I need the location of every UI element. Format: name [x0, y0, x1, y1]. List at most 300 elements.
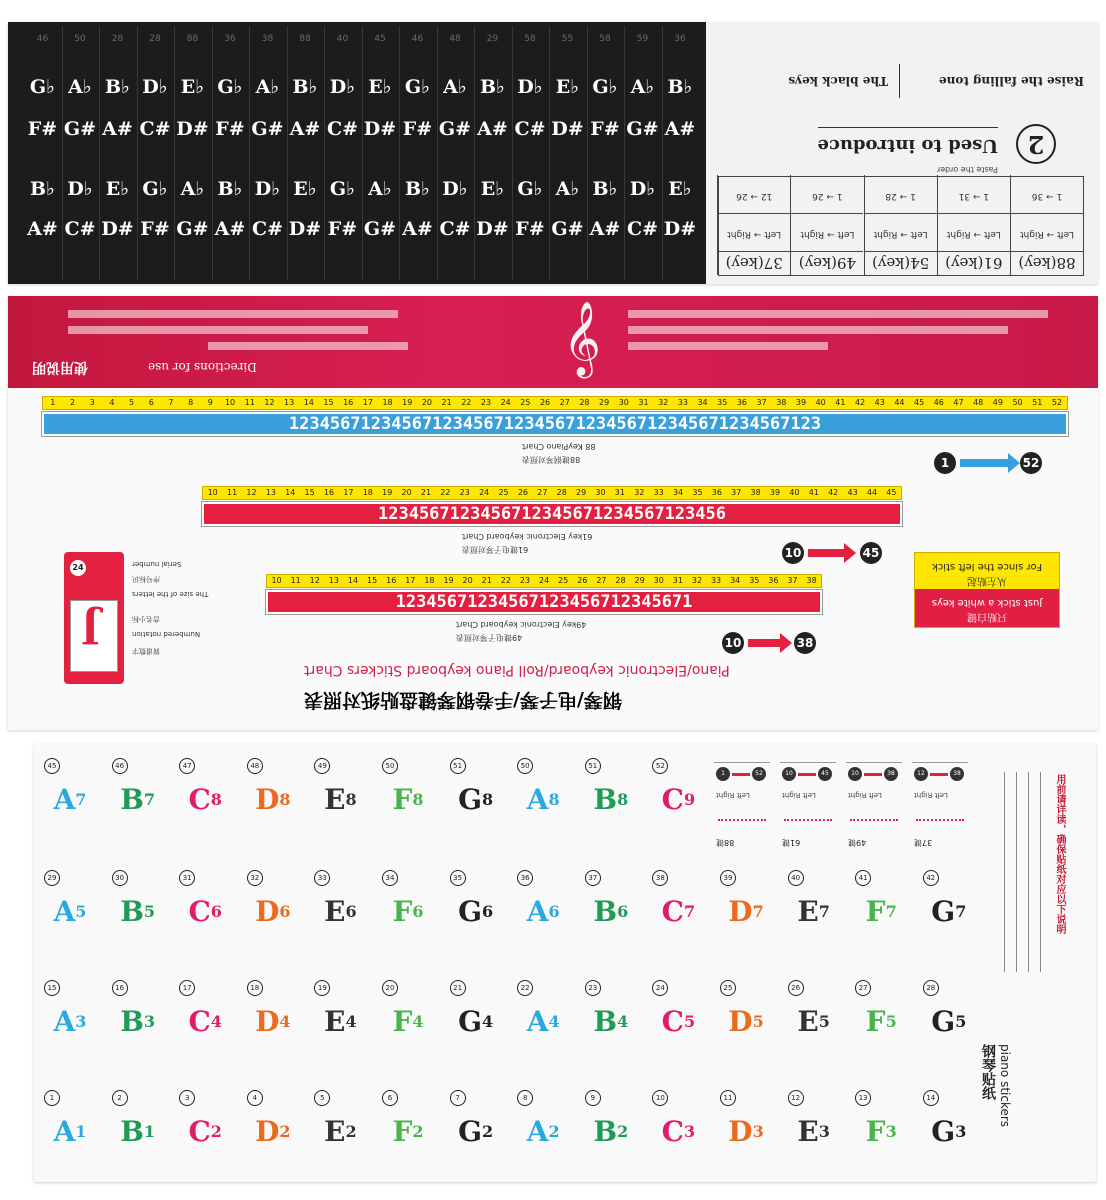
brand-cn: 钢琴贴纸: [980, 1044, 996, 1100]
legend-card: [64, 552, 124, 684]
key-serial-number: 31: [614, 488, 625, 497]
note-letter: B: [120, 783, 144, 816]
key-range-guide: [714, 762, 770, 858]
black-key-label: B♭: [217, 178, 243, 200]
white-key-serial: 25: [720, 980, 736, 996]
banner-text-line: [68, 326, 368, 334]
white-key-serial: 8: [517, 1090, 533, 1106]
key-number: 36: [674, 34, 686, 44]
key-serial-number: 17: [405, 576, 416, 585]
octave-number: 4: [617, 1012, 629, 1031]
black-key-label: G♭: [329, 178, 356, 200]
black-key-label: E♭: [105, 178, 130, 200]
key-serial-number: 44: [894, 398, 905, 407]
black-key-label: A#: [589, 218, 621, 240]
key-serial-number: 45: [886, 488, 897, 497]
note-letter: C: [188, 1005, 211, 1038]
intro-title: Used to introduce: [817, 135, 998, 156]
octave-number: 5: [818, 1012, 830, 1031]
key-separator: [437, 26, 438, 280]
white-key-serial: 28: [923, 980, 939, 996]
step-number-badge: 2: [1016, 124, 1056, 164]
key-serial-number: 36: [711, 488, 722, 497]
white-key-label: [243, 896, 303, 928]
black-key-label: C#: [251, 218, 284, 240]
white-key-label: [851, 896, 911, 928]
octave-number: 7: [885, 902, 897, 921]
range-key-count: 61键: [782, 838, 801, 847]
note-letter: F: [392, 895, 413, 928]
black-key-label: D♭: [142, 76, 168, 98]
black-key-label: G#: [363, 218, 397, 240]
key-serial-number: 27: [559, 398, 570, 407]
white-key-label: [446, 1006, 506, 1038]
key-serial-number: 31: [638, 398, 649, 407]
octave-number: 2: [617, 1122, 629, 1141]
brand-en: piano stickers: [998, 1044, 1012, 1128]
black-key-label: G#: [251, 118, 284, 140]
octave-number: 8: [279, 790, 291, 809]
black-key-label: G#: [63, 118, 97, 140]
key-number: 58: [524, 34, 536, 44]
note-letter: A: [53, 895, 76, 928]
treble-clef-icon: 𝄞: [563, 302, 601, 376]
octave-number: 7: [955, 902, 967, 921]
note-letter: F: [392, 1115, 413, 1148]
note-letter: E: [797, 1005, 819, 1038]
key-count-table: [718, 176, 1084, 276]
white-key-label: [716, 896, 776, 928]
chart-88-from-badge: 1: [934, 452, 956, 474]
key-count-column: [1010, 175, 1083, 275]
white-key-label: [310, 1116, 370, 1148]
key-serial-number: 24: [500, 398, 511, 407]
black-key-label: D#: [663, 218, 697, 240]
key-range-guide: [912, 762, 968, 858]
key-serial-number: 47: [953, 398, 964, 407]
key-serial-number: 23: [519, 576, 531, 585]
octave-number: 7: [818, 902, 830, 921]
key-serial-number: 39: [769, 488, 781, 497]
note-letter: E: [797, 1115, 819, 1148]
black-key-label: G♭: [592, 76, 618, 98]
white-key-label: [648, 1006, 708, 1038]
white-key-label: [108, 1006, 168, 1038]
octave-number: 6: [210, 902, 222, 921]
key-number: 45: [374, 34, 386, 44]
key-serial-number: 38: [806, 576, 817, 585]
key-serial-number: 28: [615, 576, 626, 585]
key-serial-number: 13: [284, 398, 295, 407]
white-key-label: [243, 1116, 303, 1148]
key-serial-number: 42: [854, 398, 866, 407]
black-key-label: C#: [64, 218, 96, 240]
key-serial-number: 43: [847, 488, 858, 497]
callout-en: Just stick a white keys: [931, 597, 1043, 608]
key-serial-number: 13: [328, 576, 339, 585]
range-end-badge: 38: [950, 767, 964, 781]
black-keys-label: The black keys: [788, 74, 888, 88]
range-arrow-icon: [732, 773, 750, 776]
white-key-label: [446, 896, 506, 928]
key-serial-number: 34: [730, 576, 741, 585]
key-serial-number: 22: [440, 488, 451, 497]
black-key-label: D♭: [629, 178, 656, 200]
white-key-label: [784, 1006, 844, 1038]
black-key-instructions: [706, 22, 1098, 284]
white-key-serial: 42: [923, 870, 939, 886]
chart-88-caption-en: 88 KeyPiano Chart: [522, 442, 596, 451]
octave-number: 8: [210, 790, 222, 809]
directions-banner: [8, 296, 1098, 388]
note-letter: D: [728, 1115, 753, 1148]
white-key-serial: 51: [585, 758, 601, 774]
key-count-column: [864, 175, 937, 275]
white-key-serial: 19: [314, 980, 330, 996]
white-key-serial: 49: [314, 758, 330, 774]
note-letter: A: [53, 1005, 76, 1038]
octave-number: 5: [75, 902, 87, 921]
white-key-label: [378, 784, 438, 816]
white-key-label: [716, 1116, 776, 1148]
key-serial-number: 36: [736, 398, 747, 407]
white-key-label: [513, 1006, 573, 1038]
white-key-label: [784, 1116, 844, 1148]
key-separator: [249, 26, 250, 280]
key-serial-number: 1: [50, 398, 56, 407]
note-letter: F: [392, 1005, 413, 1038]
black-key-label: F#: [27, 118, 58, 140]
range-start-badge: 10: [848, 767, 862, 781]
white-key-label: [108, 896, 168, 928]
intro-underline: [818, 127, 998, 128]
key-range: 1 → 31: [958, 191, 990, 201]
range-direction: Left Right: [716, 791, 750, 799]
key-serial-number: 19: [443, 576, 454, 585]
banner-text-line: [628, 342, 828, 350]
key-serial-number: 22: [461, 398, 472, 407]
black-key-label: E♭: [293, 178, 317, 200]
black-key-label: F#: [140, 218, 170, 240]
key-separator: [399, 26, 400, 280]
key-count: 88(key): [1011, 251, 1083, 275]
black-key-label: A#: [27, 218, 58, 240]
white-key-serial: 37: [585, 870, 601, 886]
white-key-serial: 11: [720, 1090, 736, 1106]
white-key-serial: 46: [112, 758, 128, 774]
white-key-serial: 38: [652, 870, 668, 886]
white-key-serial: 5: [314, 1090, 330, 1106]
white-keys-callout: [914, 552, 1060, 628]
chart-61-numbers: [202, 486, 902, 500]
key-serial-number: 35: [692, 488, 703, 497]
key-count: 61(key): [938, 251, 1010, 275]
key-separator: [662, 26, 663, 280]
note-letter: G: [458, 783, 482, 816]
white-key-serial: 4: [247, 1090, 263, 1106]
white-key-serial: 26: [788, 980, 804, 996]
white-key-serial: 47: [179, 758, 195, 774]
white-key-serial: 22: [517, 980, 533, 996]
black-key-label: D#: [288, 218, 322, 240]
black-key-label: A#: [664, 118, 696, 140]
chart-49-caption-cn: 49键电子琴对照表: [456, 633, 523, 642]
key-serial-number: 27: [537, 488, 548, 497]
octave-number: 8: [481, 790, 494, 809]
black-key-label: G#: [438, 118, 472, 140]
key-serial-number: 38: [776, 398, 787, 407]
key-serial-number: 25: [520, 398, 531, 407]
note-letter: E: [324, 895, 346, 928]
key-separator: [99, 26, 100, 280]
key-serial-number: 41: [835, 398, 846, 407]
white-key-serial: 32: [247, 870, 263, 886]
key-number: 55: [561, 34, 574, 44]
octave-number: 8: [412, 790, 424, 809]
black-key-label: B♭: [292, 76, 318, 98]
key-serial-number: 25: [498, 488, 509, 497]
key-serial-number: 29: [599, 398, 610, 407]
white-key-serial: 27: [855, 980, 871, 996]
key-serial-number: 26: [577, 576, 588, 585]
key-number: 59: [636, 34, 649, 44]
note-letter: E: [324, 1005, 346, 1038]
black-key-label: D#: [101, 218, 134, 240]
white-key-serial: 3: [179, 1090, 195, 1106]
white-key-label: [919, 1116, 979, 1148]
raise-label: Raise the falling tone: [938, 74, 1084, 88]
octave-number: 4: [412, 1012, 424, 1031]
note-letter: C: [661, 895, 684, 928]
octave-number: 2: [279, 1122, 291, 1141]
white-key-label: [40, 1116, 100, 1148]
chart-61-notes: 1234567123456712345671234567123456: [202, 502, 902, 526]
octave-number: 8: [548, 790, 560, 809]
octave-number: 2: [548, 1122, 560, 1141]
white-key-label: [40, 896, 100, 928]
key-number: 48: [449, 34, 461, 44]
white-key-serial: 6: [382, 1090, 398, 1106]
black-key-label: D#: [476, 218, 509, 240]
black-key-label: B♭: [404, 178, 431, 200]
key-count: 49(key): [791, 251, 863, 275]
key-range: 1 → 28: [885, 191, 916, 201]
key-serial-number: 7: [168, 398, 174, 407]
white-key-serial: 50: [517, 758, 533, 774]
white-key-serial: 1: [44, 1090, 60, 1106]
key-serial-number: 35: [749, 576, 760, 585]
note-letter: B: [593, 783, 618, 816]
direction-text: Left → Right: [718, 213, 790, 251]
white-key-serial: 48: [247, 758, 263, 774]
white-key-label: [175, 1116, 235, 1148]
key-serial-number: 6: [148, 398, 154, 407]
wave-decoration: [916, 815, 964, 821]
note-letter: C: [661, 783, 684, 816]
white-key-serial: 10: [652, 1090, 668, 1106]
black-key-label: A♭: [68, 76, 92, 98]
key-count: 54(key): [865, 251, 937, 275]
octave-number: 3: [885, 1122, 897, 1141]
black-key-label: C#: [626, 218, 659, 240]
range-arrow-icon: [930, 773, 948, 776]
white-key-label: [40, 1006, 100, 1038]
chart-61-caption-en: 61key Electronic keyboard Chart: [462, 532, 593, 541]
key-serial-number: 3: [89, 398, 95, 407]
key-count: 37(key): [718, 251, 790, 275]
usage-notes-title: 用前请详读，确保贴纸对应以下说明: [1054, 774, 1065, 934]
range-key-count: 37键: [914, 838, 933, 847]
note-letter: G: [931, 1115, 956, 1148]
octave-number: 7: [752, 902, 764, 921]
octave-number: 3: [752, 1122, 764, 1141]
note-letter: D: [255, 783, 280, 816]
octave-number: 9: [683, 790, 696, 809]
note-line: [1028, 772, 1029, 972]
key-serial-number: 32: [658, 398, 669, 407]
octave-number: 4: [210, 1012, 222, 1031]
key-range-guide: [780, 762, 836, 858]
white-key-serial: 21: [450, 980, 466, 996]
octave-number: 4: [481, 1012, 494, 1031]
usage-notes: [1004, 772, 1084, 972]
key-serial-number: 37: [756, 398, 767, 407]
note-letter: G: [931, 1005, 956, 1038]
black-key-label: F#: [590, 118, 620, 140]
key-serial-number: 29: [634, 576, 645, 585]
banner-text-line: [628, 310, 1048, 318]
key-serial-number: 48: [973, 398, 984, 407]
banner-text-line: [208, 342, 408, 350]
key-serial-number: 40: [789, 488, 800, 497]
key-serial-number: 31: [672, 576, 683, 585]
black-key-label: A♭: [555, 178, 580, 200]
note-letter: C: [661, 1005, 684, 1038]
key-separator: [362, 26, 363, 280]
key-serial-number: 2: [69, 398, 76, 407]
white-key-serial: 16: [112, 980, 128, 996]
octave-number: 1: [143, 1122, 155, 1141]
octave-number: 3: [818, 1122, 830, 1141]
key-serial-number: 21: [420, 488, 432, 497]
key-number: 46: [36, 34, 49, 44]
banner-text-line: [68, 310, 398, 318]
white-key-label: [851, 1116, 911, 1148]
note-line: [1040, 772, 1041, 972]
legend-card-inner: [70, 600, 118, 672]
note-letter: A: [53, 783, 76, 816]
white-key-serial: 52: [652, 758, 668, 774]
black-key-label: G♭: [217, 76, 243, 98]
white-key-label: [243, 784, 303, 816]
key-number: 46: [411, 34, 424, 44]
white-key-serial: 41: [855, 870, 871, 886]
directions-cn: 使用说明: [32, 359, 88, 375]
key-separator: [324, 26, 325, 280]
key-serial-number: 42: [828, 488, 839, 497]
key-serial-number: 10: [224, 398, 236, 407]
white-key-serial: 15: [44, 980, 60, 996]
note-letter: A: [53, 1115, 76, 1148]
key-serial-number: 8: [188, 398, 194, 407]
octave-number: 7: [75, 790, 87, 809]
key-serial-number: 28: [579, 398, 590, 407]
key-serial-number: 19: [402, 398, 413, 407]
white-key-serial: 17: [179, 980, 195, 996]
wave-decoration: [784, 815, 832, 821]
octave-number: 2: [345, 1122, 357, 1141]
black-keys-sticker-sheet: [8, 22, 1098, 284]
white-key-label: [310, 1006, 370, 1038]
key-serial-number: 16: [343, 398, 354, 407]
black-key-label: A♭: [443, 76, 467, 98]
key-serial-number: 17: [362, 398, 373, 407]
black-key-label: E♭: [555, 76, 580, 98]
white-key-label: [581, 1006, 641, 1038]
key-number: 88: [299, 34, 311, 44]
legend-serial-cn: 序号标识: [132, 575, 160, 583]
chart-88-to-badge: 52: [1020, 452, 1042, 474]
chart-49-from-badge: 10: [722, 632, 744, 654]
white-key-label: [784, 896, 844, 928]
white-key-label: [243, 1006, 303, 1038]
white-key-serial: 45: [44, 758, 60, 774]
white-key-serial: 18: [247, 980, 263, 996]
key-serial-number: 23: [480, 398, 492, 407]
note-letter: A: [526, 1115, 549, 1148]
key-separator: [212, 26, 213, 280]
key-number: 88: [186, 34, 199, 44]
range-start-badge: 12: [914, 767, 928, 781]
key-serial-number: 24: [479, 488, 490, 497]
key-serial-number: 45: [914, 398, 925, 407]
note-letter: F: [865, 1115, 886, 1148]
white-key-label: [175, 784, 235, 816]
white-key-label: [919, 1006, 979, 1038]
chart-49-caption-en: 49key Electronic keyboard Chart: [456, 620, 587, 629]
key-separator: [137, 26, 138, 280]
wave-decoration: [850, 815, 898, 821]
key-separator: [287, 26, 288, 280]
octave-number: 6: [617, 902, 629, 921]
key-range: 1 → 36: [1031, 191, 1063, 201]
black-key-label: B♭: [592, 178, 618, 200]
key-serial-number: 16: [323, 488, 335, 497]
black-key-label: F#: [402, 118, 433, 140]
octave-number: 4: [279, 1012, 291, 1031]
key-serial-number: 23: [459, 488, 470, 497]
octave-number: 4: [548, 1012, 560, 1031]
range-key-count: 49键: [848, 838, 867, 847]
range-direction: Left Right: [782, 791, 816, 799]
white-key-label: [378, 1006, 438, 1038]
key-separator: [62, 26, 63, 280]
note-letter: F: [865, 895, 886, 928]
white-key-serial: 51: [450, 758, 466, 774]
black-key-label: D♭: [254, 178, 281, 200]
black-key-label: E♭: [668, 178, 692, 200]
white-key-serial: 20: [382, 980, 398, 996]
white-key-label: [310, 784, 370, 816]
black-key-label: G#: [626, 118, 659, 140]
note-letter: B: [120, 1115, 144, 1148]
label-divider: [899, 64, 900, 98]
legend-simp-cn: 简谱数字: [132, 647, 160, 655]
key-serial-number: 18: [382, 398, 393, 407]
key-serial-number: 17: [343, 488, 354, 497]
note-letter: F: [392, 783, 413, 816]
key-serial-number: 14: [347, 576, 359, 585]
